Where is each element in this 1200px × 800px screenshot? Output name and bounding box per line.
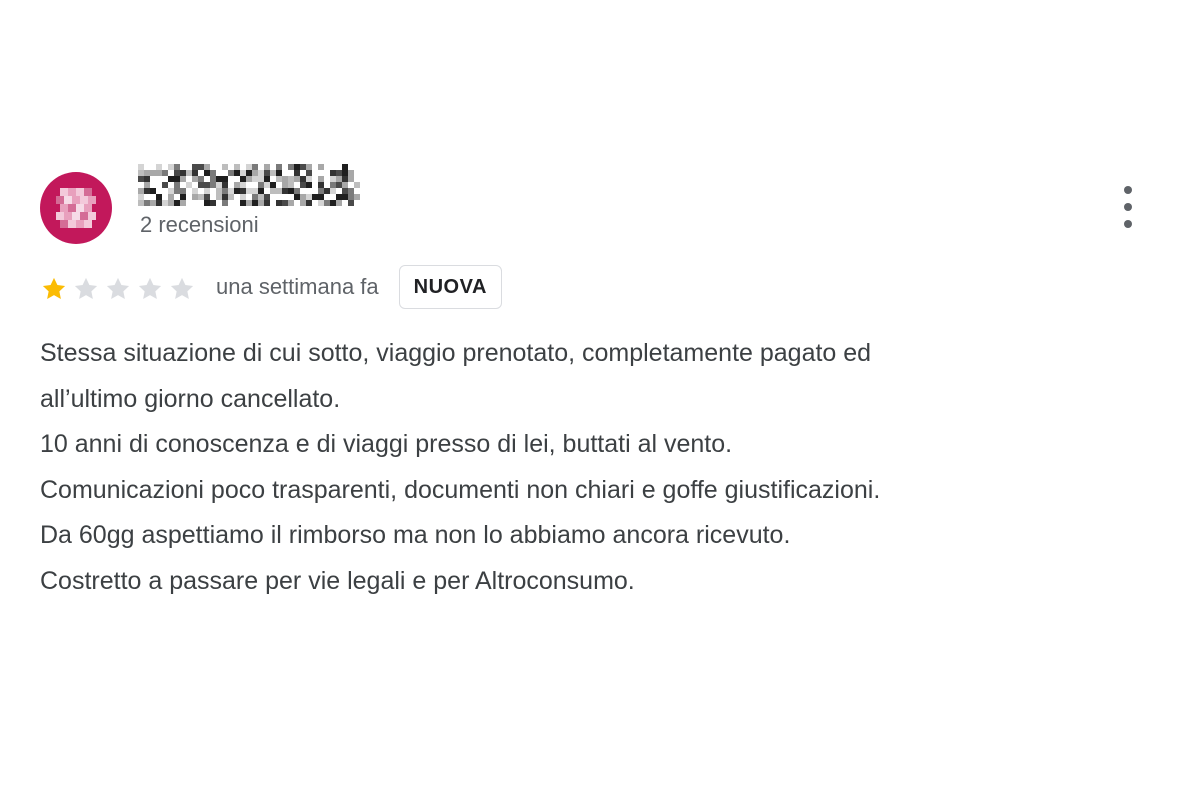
avatar-pixel xyxy=(68,204,76,212)
star-empty-icon xyxy=(72,275,100,303)
avatar-pixel xyxy=(64,196,72,204)
more-dot xyxy=(1124,203,1132,211)
review-card xyxy=(40,160,1160,604)
avatar-pixel xyxy=(68,220,76,228)
name-mosaic-cell xyxy=(354,164,360,170)
star-empty-icon xyxy=(136,275,164,303)
avatar-pixel xyxy=(88,212,96,220)
avatar-pixel xyxy=(72,212,80,220)
review-text-line: Da 60gg aspettiamo il rimborso ma non lo abbiamo ancora ricevuto. xyxy=(40,521,791,549)
review-text-line: Comunicazioni poco trasparenti, documenti non chiari e goffe giustificazioni. xyxy=(40,475,881,504)
avatar-pixel xyxy=(60,188,68,196)
review-text-line: 10 anni di conoscenza e di viaggi presso di lei, buttati al vento. xyxy=(40,430,733,458)
avatar-pixel xyxy=(56,196,64,204)
review-text-line: Stessa situazione di cui sotto, viaggio prenotato, completamente pagato ed xyxy=(40,339,872,367)
name-mosaic-cell xyxy=(264,200,270,206)
name-mosaic-cell xyxy=(348,200,354,206)
review-text-line: Costretto a passare per vie legali e per Altroconsumo. xyxy=(40,566,635,595)
reviews-count[interactable]: 2 recensioni xyxy=(140,212,259,237)
review-text xyxy=(40,331,1160,604)
name-mosaic-cell xyxy=(222,200,228,206)
avatar[interactable] xyxy=(40,172,112,244)
avatar-pixel xyxy=(60,220,68,228)
reviewer-name-pixelated[interactable] xyxy=(138,164,356,204)
review-meta xyxy=(40,263,1160,311)
avatar-pixel xyxy=(68,188,76,196)
name-mosaic-cell xyxy=(306,182,312,188)
avatar-pixel xyxy=(60,204,68,212)
avatar-pixel xyxy=(64,212,72,220)
avatar-pixel xyxy=(76,188,84,196)
new-badge: NUOVA xyxy=(399,265,502,309)
avatar-pixel xyxy=(76,204,84,212)
more-dot xyxy=(1124,186,1132,194)
avatar-pixel xyxy=(88,196,96,204)
avatar-pixel xyxy=(84,204,92,212)
star-empty-icon xyxy=(168,275,196,303)
avatar-pixel xyxy=(84,188,92,196)
name-mosaic-cell xyxy=(354,194,360,200)
more-dot xyxy=(1124,220,1132,228)
avatar-pixel xyxy=(72,196,80,204)
star-rating xyxy=(40,275,200,303)
name-mosaic-cell xyxy=(180,200,186,206)
name-mosaic-cell xyxy=(336,200,342,206)
avatar-pixel xyxy=(76,220,84,228)
avatar-pixel xyxy=(84,220,92,228)
avatar-pixel xyxy=(56,212,64,220)
more-vert-icon[interactable] xyxy=(1120,186,1136,228)
name-mosaic-cell xyxy=(306,200,312,206)
review-header xyxy=(40,160,1160,250)
name-mosaic-cell xyxy=(354,182,360,188)
name-mosaic-cell xyxy=(210,200,216,206)
avatar-pixel xyxy=(80,212,88,220)
avatar-pixel xyxy=(80,196,88,204)
name-mosaic-cell xyxy=(192,200,198,206)
star-empty-icon xyxy=(104,275,132,303)
review-text-line: all’ultimo giorno cancellato. xyxy=(40,384,341,413)
review-date: una settimana fa xyxy=(216,274,379,299)
star-filled-icon xyxy=(40,275,68,303)
